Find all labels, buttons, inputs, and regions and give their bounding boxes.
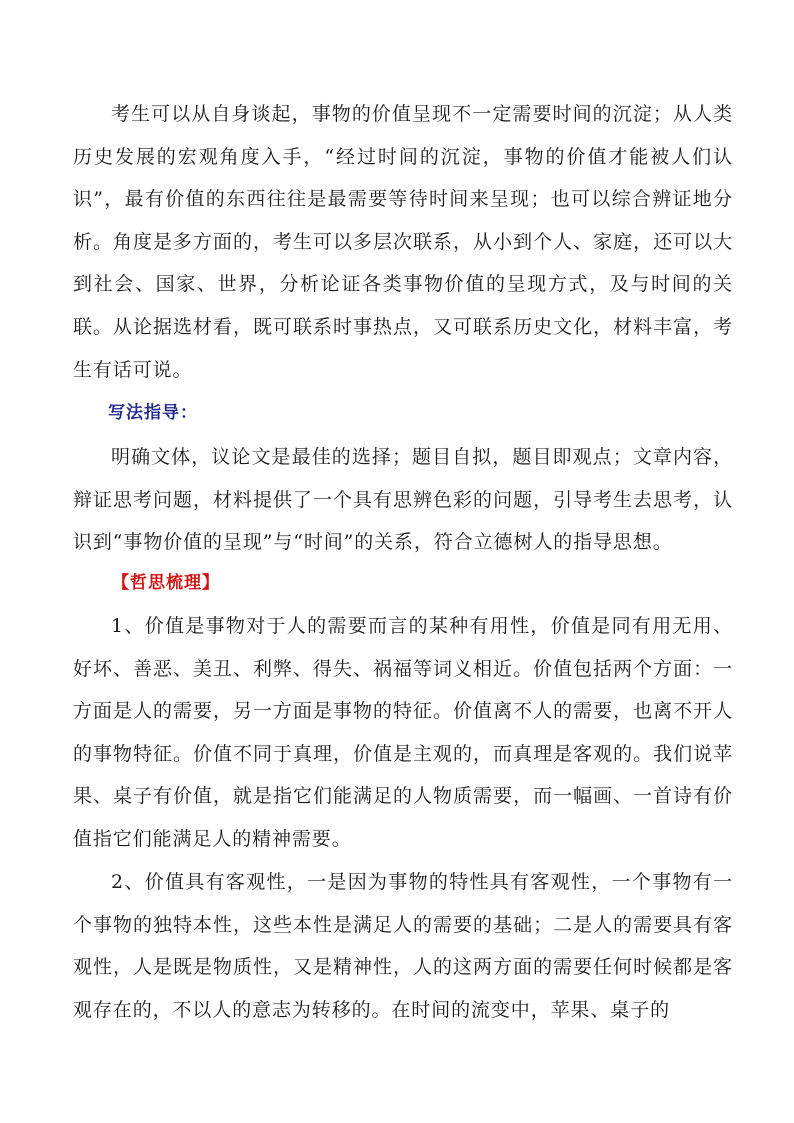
paragraph-text: 考生可以从自身谈起，事物的价值呈现不一定需要时间的沉淀；从人类历史发展的宏观角度入手，“经过时间的沉淀，事物的价值才能被人们认识”，最有价值的东西往往是最需要等待时间来呈现；也可以综合辨证地分析。角度是多方面的，考生可以多层次联系，从小到个人、家庭，还可以大到社会、国家、世界，分析论证各类事物价值的呈现方式，及与时间的关联。从论据选材看，既可联系时事热点，又可联系历史文化，材料丰富，考生有话可说。 [73,103,733,381]
paragraph-text: 2、价值具有客观性，一是因为事物的特性具有客观性，一个事物有一个事物的独特本性，这些本性是满足人的需要的基础；二是人的需要具有客观性，人是既是物质性，又是精神性，人的这两方面的需要任何时候都是客观存在的，不以人的意志为转移的。在时间的流变中，苹果、桌子的 [73,871,733,1021]
heading-philosophy: 【哲思梳理】 [112,573,220,593]
heading-writing-guide: 写法指导： [108,403,198,423]
paragraph-text: 1、价值是事物对于人的需要而言的某种有用性，价值是同有用无用、好坏、善恶、美丑、利弊、得失、祸福等词义相近。价值包括两个方面：一方面是人的需要，另一方面是事物的特征。价值离不人的需要，也离不开人的事物特征。价值不同于真理，价值是主观的，而真理是客观的。我们说苹果、桌子有价值，就是指它们能满足的人物质需要，而一幅画、一首诗有价值指它们能满足人的精神需要。 [73,615,733,850]
paragraph-point-1 [73,605,733,861]
paragraph-point-2 [73,861,733,1031]
paragraph-intro [73,93,733,391]
paragraph-writing-guide [73,436,733,564]
paragraph-text: 明确文体，议论文是最佳的选择；题目自拟，题目即观点；文章内容，辩证思考问题，材料提供了一个具有思辨色彩的问题，引导考生去思考，认识到“事物价值的呈现”与“时间”的关系，符合立德树人的指导思想。 [73,446,733,554]
